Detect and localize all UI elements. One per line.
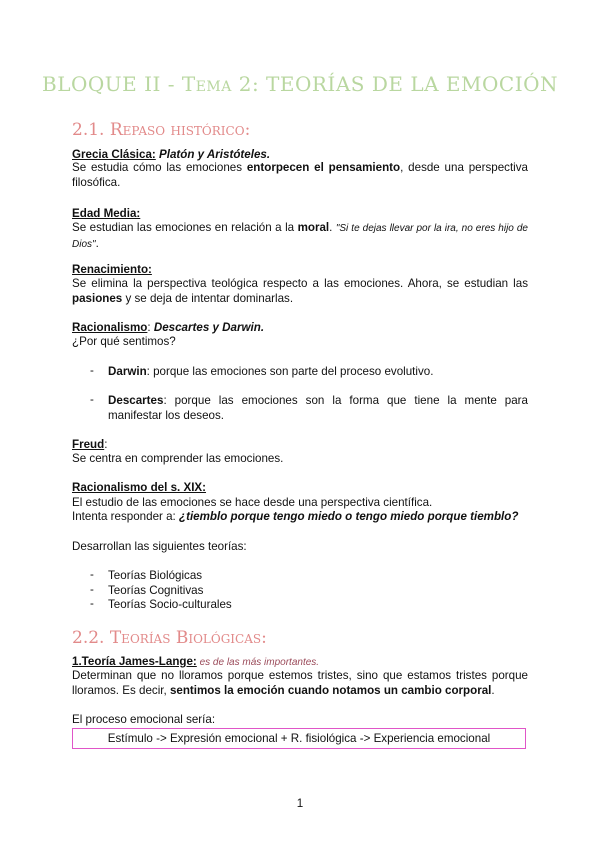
- list-dash: -: [90, 583, 94, 596]
- edad-media-label: Edad Media:: [72, 207, 141, 220]
- process-box: Estímulo -> Expresión emocional + R. fisiológica -> Experiencia emocional: [72, 728, 526, 749]
- freud-label: Freud: [72, 438, 105, 451]
- james-lange-bold: sentimos la emoción cuando notamos un cambio corporal: [169, 684, 492, 697]
- process-intro: El proceso emocional sería:: [72, 713, 216, 726]
- racionalismo-heading: [72, 320, 528, 335]
- list-item-theory: Teorías Socio-culturales: [108, 598, 232, 611]
- darwin-text: : porque las emociones son parte del proceso evolutivo.: [146, 365, 434, 378]
- james-lange-label: 1.Teoría James-Lange:: [72, 655, 197, 668]
- racionalismo-xix-label: Racionalismo del s. XIX:: [72, 481, 207, 494]
- grecia-label: Grecia Clásica:: [72, 148, 156, 161]
- racionalismo-xix-text1: El estudio de las emociones se hace desde una perspectiva científica.: [72, 496, 433, 509]
- renacimiento-label: Renacimiento:: [72, 263, 152, 276]
- grecia-authors: Platón y Aristóteles.: [159, 148, 271, 161]
- racionalismo-xix-text2: [72, 509, 528, 524]
- grecia-text-a: Se estudia cómo las emociones: [72, 161, 247, 174]
- freud-sep: :: [104, 438, 108, 451]
- list-item-descartes: [108, 393, 528, 423]
- edad-media-text-c: .: [95, 237, 99, 250]
- grecia-paragraph: [72, 160, 528, 190]
- edad-media-quote: "Si te dejas llevar por la ira, no eres hijo de Dios": [72, 223, 528, 250]
- descartes-text: : porque las emociones son la forma que tiene la mente para manifestar los deseos.: [108, 394, 528, 422]
- section-heading-repaso: 2.1. Repaso histórico:: [72, 120, 251, 140]
- xix-question-bold: ¿tiemblo porque tengo miedo o tengo miedo porque tiemblo?: [179, 510, 519, 523]
- list-dash: -: [90, 393, 94, 406]
- racionalismo-authors: Descartes y Darwin.: [153, 321, 265, 334]
- renacimiento-heading: [72, 262, 528, 277]
- racionalismo-sep: :: [147, 321, 154, 334]
- grecia-bold: entorpecen el pensamiento: [246, 161, 401, 174]
- edad-media-heading: [72, 206, 528, 221]
- freud-paragraph: Se centra en comprender las emociones.: [72, 452, 284, 465]
- edad-media-text-a: Se estudian las emociones en relación a la: [72, 221, 298, 234]
- edad-media-paragraph: [72, 220, 528, 252]
- racionalismo-xix-heading: [72, 480, 528, 495]
- edad-media-text-b: .: [329, 221, 336, 234]
- list-item-theory: Teorías Cognitivas: [108, 584, 204, 597]
- james-lange-paragraph: [72, 668, 528, 698]
- grecia-text-b: , desde una perspectiva filosófica.: [72, 161, 528, 189]
- racionalismo-question: ¿Por qué sentimos?: [72, 335, 176, 348]
- james-lange-note: es de las más importantes.: [196, 657, 320, 668]
- racionalismo-label: Racionalismo: [72, 321, 148, 334]
- list-item-darwin: [108, 364, 528, 379]
- list-dash: -: [90, 597, 94, 610]
- xix-text2-a: Intenta responder a:: [72, 510, 179, 523]
- renacimiento-text-a: Se elimina la perspectiva teológica respecto a las emociones. Ahora, se estudian las: [72, 277, 528, 290]
- descartes-bold: Descartes: [108, 394, 164, 407]
- james-lange-text-b: .: [491, 684, 495, 697]
- james-lange-text-a: Determinan que no lloramos porque estemos tristes, sino que estamos tristes porque lloramos. Es decir,: [72, 669, 528, 697]
- freud-heading: [72, 437, 528, 452]
- renacimiento-text-b: y se deja de intentar dominarlas.: [122, 292, 294, 305]
- edad-media-bold: moral: [297, 221, 330, 234]
- theories-intro: Desarrollan las siguientes teorías:: [72, 540, 247, 553]
- darwin-bold: Darwin: [108, 365, 147, 378]
- list-dash: -: [90, 364, 94, 377]
- page-number: 1: [296, 797, 304, 810]
- renacimiento-bold: pasiones: [72, 292, 123, 305]
- list-dash: -: [90, 568, 94, 581]
- section-heading-biologicas: 2.2. Teorías Biológicas:: [72, 628, 267, 648]
- document-title: BLOQUE II - Tema 2: TEORÍAS DE LA EMOCIÓN: [42, 72, 558, 96]
- renacimiento-paragraph: [72, 276, 528, 306]
- list-item-theory: Teorías Biológicas: [108, 569, 203, 582]
